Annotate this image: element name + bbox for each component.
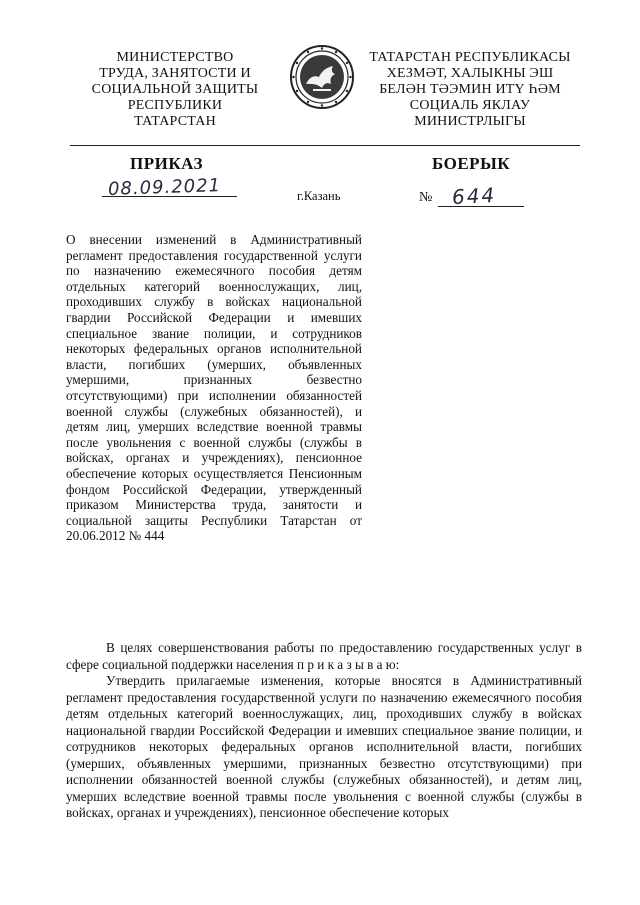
ministry-tt-line: БЕЛӘН ТӘЭМИН ИТҮ ҺӘМ [379, 82, 561, 97]
ministry-ru-line: МИНИСТЕРСТВО [116, 50, 234, 65]
order-subject: О внесении изменений в Административный регламент предоставления государственной услуги по назначению ежемесячного пособия детям отдельных категорий военнослужащих, лиц, проходивших службу в войсках национальной гвардии Российской Федерации и имевших специальное звание полиции, и сотрудников некоторых федеральных органов исполнительной власти, погибших (умерших, объявленных умершими, признанных безвестно отсутствующими) при исполнении обязанностей военной службы (служебных обязанностей), и детям лиц, умерших вследствие военной травмы после увольнения с военной службы (службы в войсках, органах и учреждениях), пенсионное обеспечение которых осуществляется Пенсионным фондом Российской Федерации, утвержденный приказом Министерства труда, занятости и социальной защиты Республики Татарстан от 20.06.2012 № 444 [66, 232, 362, 544]
ministry-tt-line: МИНИСТРЛЫГЫ [414, 114, 526, 129]
ministry-ru-line: РЕСПУБЛИКИ [127, 98, 223, 113]
order-body [66, 640, 582, 822]
tatarstan-coat-of-arms-icon [289, 44, 355, 110]
ministry-ru-line: ТРУДА, ЗАНЯТОСТИ И [99, 66, 251, 81]
ministry-tt-line: СОЦИАЛЬ ЯКЛАУ [409, 98, 531, 113]
ministry-tt-line: ТАТАРСТАН РЕСПУБЛИКАСЫ [369, 50, 571, 65]
ministry-tt-line: ХЕЗМӘТ, ХАЛЫКНЫ ЭШ [386, 66, 554, 81]
handwritten-number: 644 [451, 182, 497, 210]
document-type-tatar: БОЕРЫК [432, 154, 511, 173]
date-underline [102, 196, 237, 197]
body-paragraph: В целях совершенствования работы по предоставлению государственных услуг в сфере социальной поддержки населения п р и к а з ы в а ю: [66, 640, 582, 672]
ministry-ru-line: ТАТАРСТАН [134, 114, 216, 129]
ministry-name-tatar [365, 50, 575, 130]
document-type-russian: ПРИКАЗ [130, 154, 203, 173]
number-underline [438, 206, 524, 207]
ministry-name-russian [75, 50, 275, 130]
number-sign: № [419, 190, 433, 205]
city-label: г.Казань [297, 189, 341, 203]
ministry-ru-line: СОЦИАЛЬНОЙ ЗАЩИТЫ [91, 82, 259, 97]
handwritten-date: 08.09.2021 [107, 175, 222, 200]
header-divider [70, 145, 580, 146]
body-paragraph: Утвердить прилагаемые изменения, которые вносятся в Административный регламент предоставления государственной услуги по назначению ежемесячного пособия детям отдельных категорий военнослужащих, лиц, проходивших службу в войсках национальной гвардии Российской Федерации и имевших специальное звание полиции, и сотрудников некоторых федеральных органов исполнительной власти, погибших (умерших, объявленных умершими, признанных безвестно отсутствующими) при исполнении обязанностей военной службы (служебных обязанностей), и детям лиц, умерших вследствие военной травмы после увольнения с военной службы (службы в войсках, органах и учреждениях), пенсионное обеспечение которых [66, 673, 582, 820]
